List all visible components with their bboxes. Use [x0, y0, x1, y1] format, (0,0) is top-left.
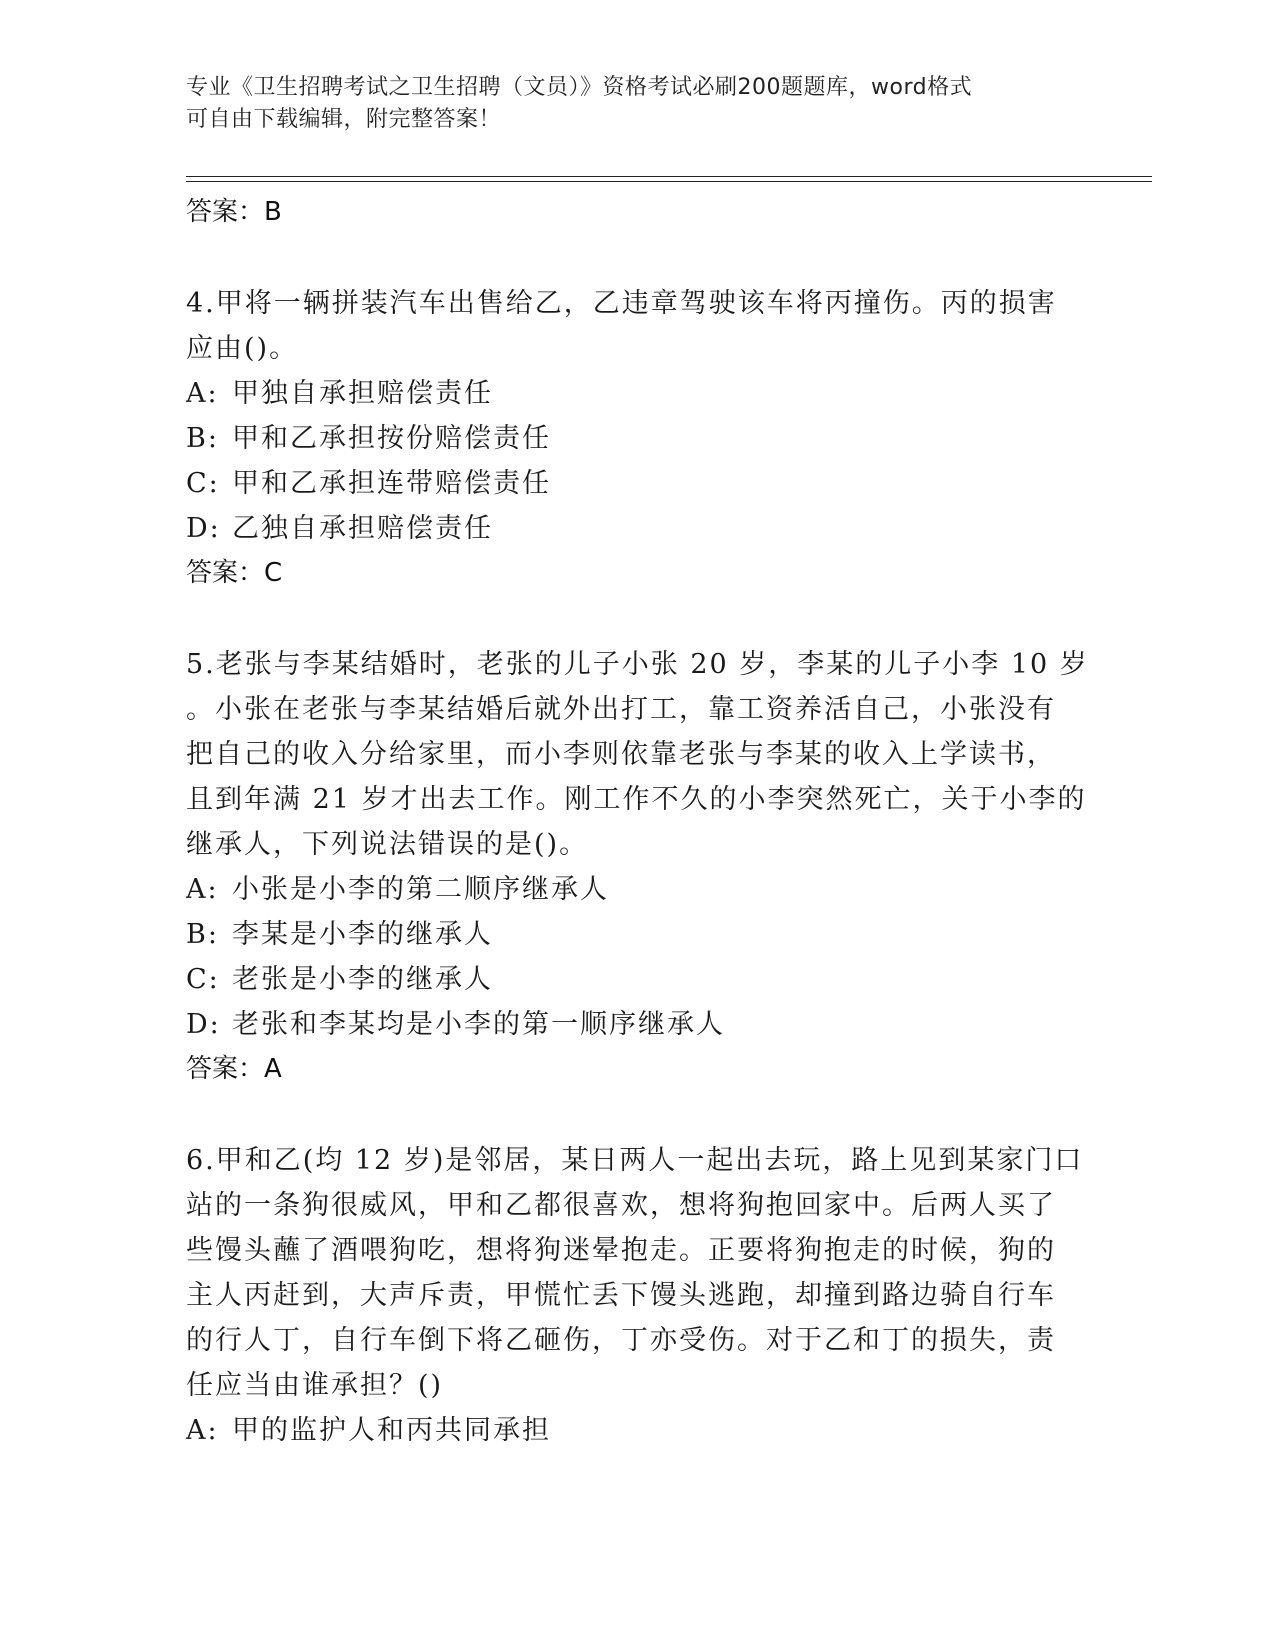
question-stem-line: 主人丙赶到，大声斥责，甲慌忙丢下馒头逃跑，却撞到路边骑自行车 — [186, 1280, 1056, 1311]
answer-label: 答案： — [186, 197, 265, 227]
header-divider-bottom — [186, 181, 1152, 182]
option-letter: D: — [186, 1009, 221, 1040]
spacer — [186, 1092, 1076, 1138]
question-number: 6. — [186, 1145, 216, 1176]
question-stem-line — [186, 1138, 1084, 1183]
question-4 — [186, 281, 1076, 596]
option-b — [186, 416, 1076, 461]
option-letter: A: — [186, 378, 219, 409]
option-text: 老张是小李的继承人 — [232, 964, 493, 995]
question-number: 5. — [186, 649, 216, 680]
option-text: 老张和李某均是小李的第一顺序继承人 — [232, 1009, 725, 1040]
option-letter: C: — [186, 468, 220, 499]
option-b — [186, 912, 1076, 957]
spacer — [186, 235, 1076, 281]
question-stem-line: 站的一条狗很威风，甲和乙都很喜欢，想将狗抱回家中。后两人买了 — [186, 1190, 1056, 1221]
option-text: 小张是小李的第二顺序继承人 — [232, 874, 609, 905]
option-text: 李某是小李的继承人 — [232, 919, 493, 950]
question-stem-line: 应由()。 — [186, 333, 299, 364]
option-text: 乙独自承担赔偿责任 — [232, 513, 493, 544]
question-stem-line: 把自己的收入分给家里，而小李则依靠老张与李某的收入上学读书， — [186, 739, 1056, 770]
question-text: 老张与李某结婚时，老张的儿子小张 20 岁，李某的儿子小李 10 岁 — [215, 649, 1089, 680]
answer-value: A — [264, 1054, 282, 1084]
option-c — [186, 461, 1076, 506]
option-letter: B: — [186, 919, 219, 950]
option-letter: C: — [186, 964, 220, 995]
option-a — [186, 371, 1076, 416]
option-text: 甲的监护人和丙共同承担 — [232, 1415, 551, 1446]
option-letter: D: — [186, 513, 221, 544]
question-content — [186, 190, 1089, 1453]
question-stem-line: 继承人，下列说法错误的是()。 — [186, 829, 589, 860]
answer-line — [186, 1047, 1076, 1092]
answer-label: 答案： — [186, 1054, 265, 1084]
question-6 — [186, 1138, 1084, 1453]
question-text: 甲将一辆拼装汽车出售给乙，乙违章驾驶该车将丙撞伤。丙的损害 — [215, 288, 1057, 319]
question-5 — [186, 642, 1089, 1092]
option-text: 甲和乙承担按份赔偿责任 — [232, 423, 551, 454]
option-text: 甲和乙承担连带赔偿责任 — [232, 468, 551, 499]
question-text: 甲和乙(均 12 岁)是邻居，某日两人一起出去玩，路上见到某家门口 — [215, 1145, 1084, 1176]
document-header — [186, 72, 1066, 136]
answer-label: 答案： — [186, 558, 265, 588]
answer-value: B — [264, 197, 282, 227]
question-stem-line: 的行人丁，自行车倒下将乙砸伤，丁亦受伤。对于乙和丁的损失，责 — [186, 1325, 1056, 1356]
question-stem-line: 。小张在老张与李某结婚后就外出打工，靠工资养活自己，小张没有 — [186, 694, 1056, 725]
header-divider-top — [186, 176, 1152, 177]
answer-value: C — [264, 558, 283, 588]
option-text: 甲独自承担赔偿责任 — [232, 378, 493, 409]
question-stem-line: 些馒头蘸了酒喂狗吃，想将狗迷晕抱走。正要将狗抱走的时候，狗的 — [186, 1235, 1056, 1266]
header-title-line-2: 可自由下载编辑，附完整答案！ — [186, 107, 502, 132]
option-a — [186, 867, 1076, 912]
question-stem-line — [186, 281, 1076, 326]
option-c — [186, 957, 1076, 1002]
question-stem-line — [186, 642, 1089, 687]
option-d — [186, 506, 1076, 551]
question-stem-line: 任应当由谁承担？() — [186, 1370, 444, 1401]
question-stem-line: 且到年满 21 岁才出去工作。刚工作不久的小李突然死亡，关于小李的 — [186, 784, 1087, 815]
option-a — [186, 1408, 1076, 1453]
header-title-line-1: 专业《卫生招聘考试之卫生招聘（文员）》资格考试必刷200题题库，word格式 — [186, 75, 973, 100]
option-letter: A: — [186, 874, 219, 905]
spacer — [186, 596, 1076, 642]
option-letter: A: — [186, 1415, 219, 1446]
option-d — [186, 1002, 1076, 1047]
answer-line — [186, 190, 1076, 235]
answer-line — [186, 551, 1076, 596]
question-number: 4. — [186, 288, 216, 319]
option-letter: B: — [186, 423, 219, 454]
